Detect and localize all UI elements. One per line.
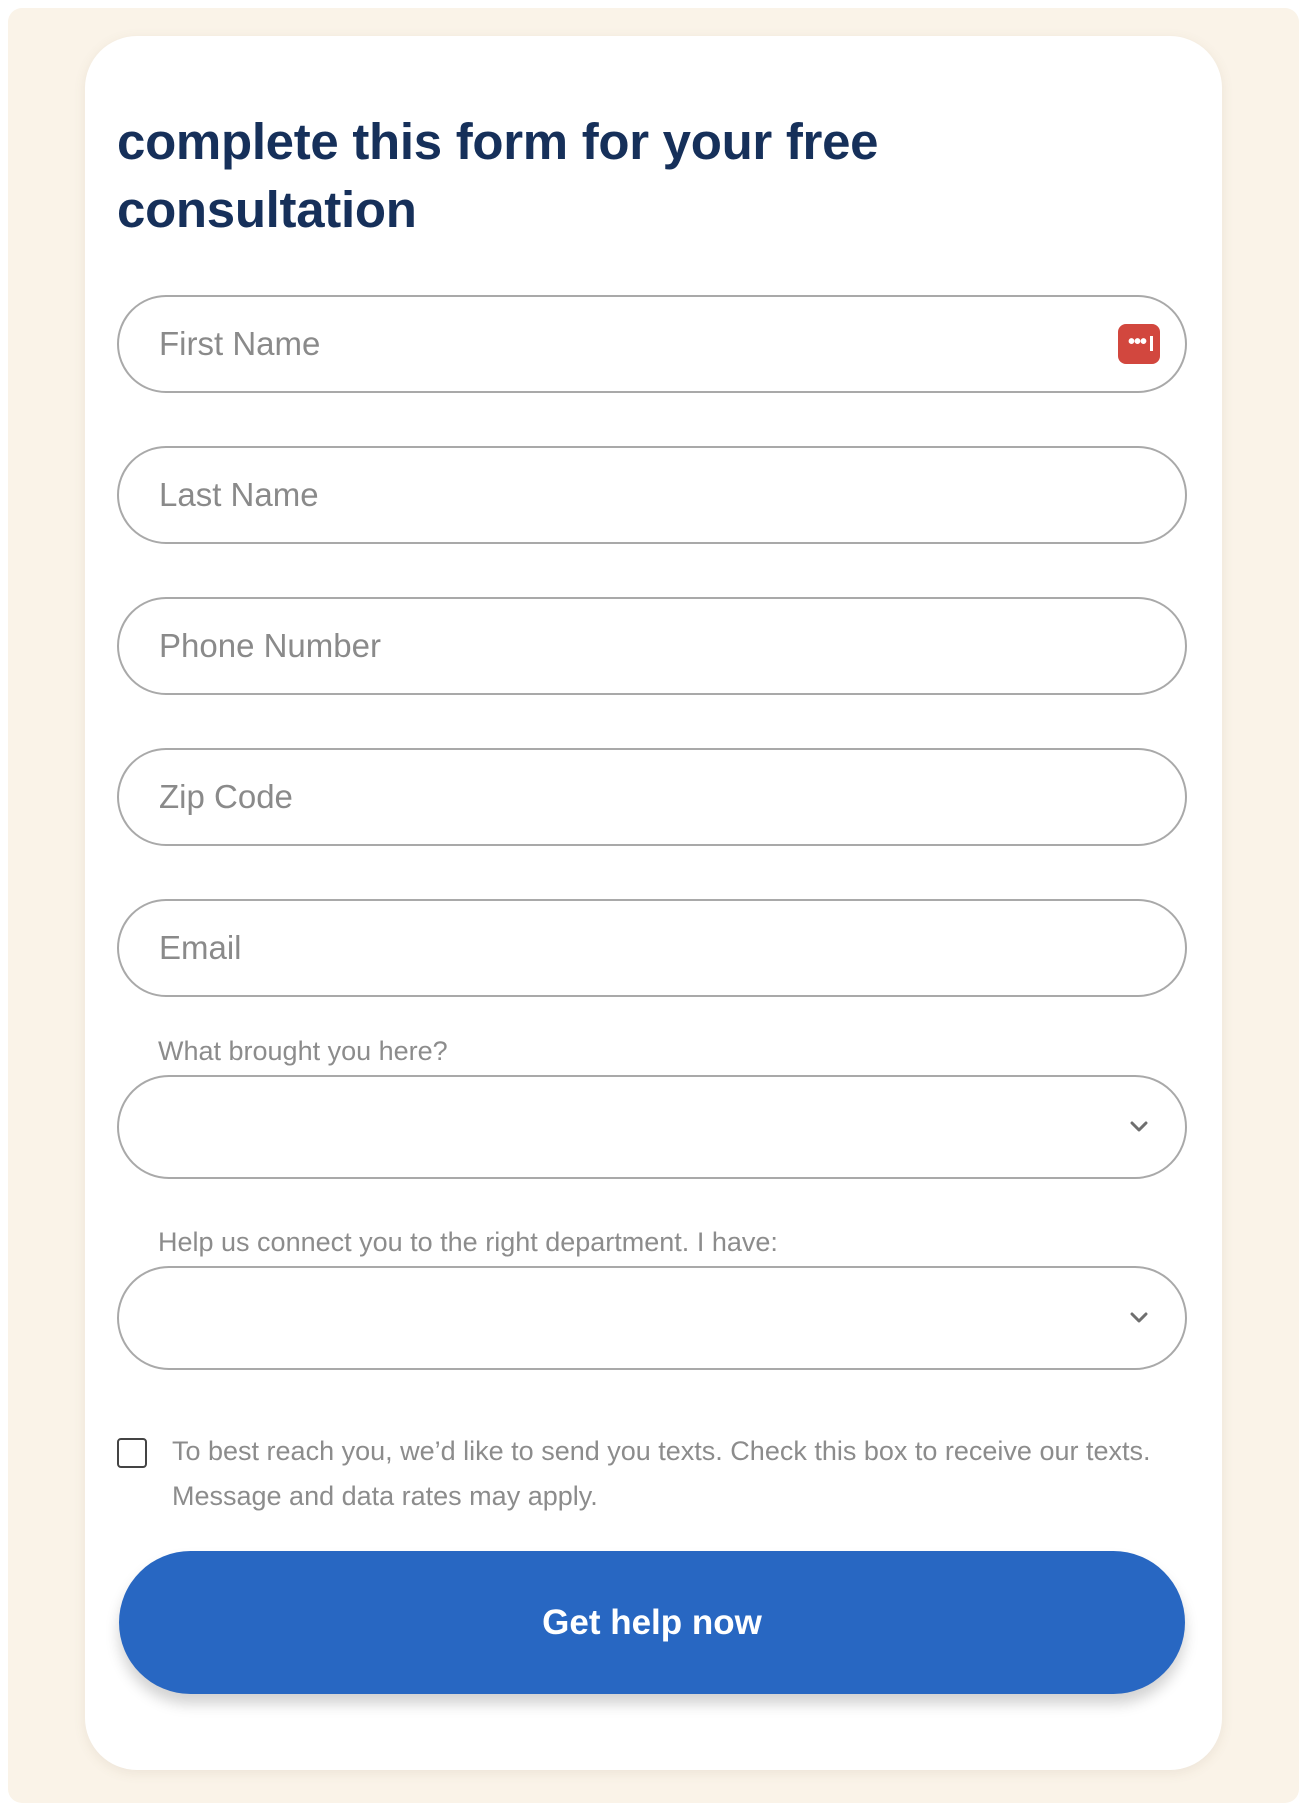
last-name-field[interactable] [117, 446, 1187, 544]
email-field[interactable] [117, 899, 1187, 997]
chevron-down-icon [1129, 1117, 1149, 1137]
sms-consent-text: To best reach you, we’d like to send you texts. Check this box to receive our texts. Message and data rates may apply. [172, 1436, 1151, 1511]
form-title: complete this form for your free consultation [117, 113, 879, 238]
source-select-label: What brought you here? [158, 1036, 448, 1066]
zip-code-input[interactable] [159, 750, 1099, 844]
last-name-input[interactable] [159, 448, 1099, 542]
department-select-label: Help us connect you to the right department. I have: [158, 1227, 778, 1257]
sms-consent-checkbox[interactable] [117, 1438, 147, 1468]
first-name-input[interactable] [159, 297, 1099, 391]
source-select[interactable] [117, 1075, 1187, 1179]
email-input[interactable] [159, 901, 1099, 995]
password-manager-icon[interactable]: ••• [1118, 324, 1160, 364]
first-name-field[interactable] [117, 295, 1187, 393]
phone-number-field[interactable] [117, 597, 1187, 695]
phone-number-input[interactable] [159, 599, 1099, 693]
chevron-down-icon [1129, 1308, 1149, 1328]
zip-code-field[interactable] [117, 748, 1187, 846]
department-select[interactable] [117, 1266, 1187, 1370]
get-help-now-button[interactable]: Get help now [119, 1551, 1185, 1694]
